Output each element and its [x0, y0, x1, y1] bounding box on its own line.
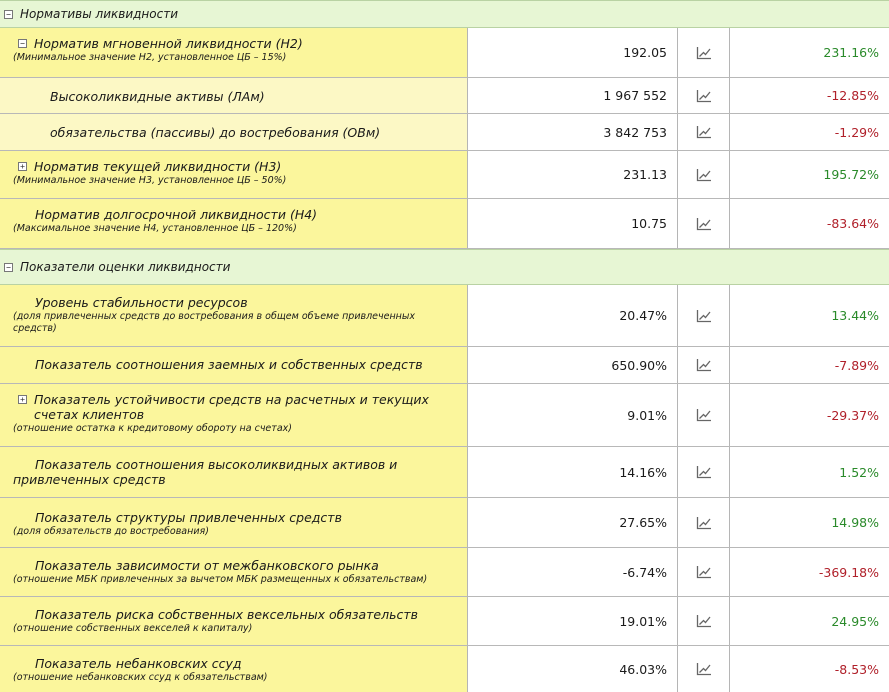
table-row: [0, 646, 889, 692]
chart-button[interactable]: [678, 347, 730, 383]
table-row: [0, 498, 889, 548]
expand-icon[interactable]: +: [18, 162, 27, 171]
row-label: [0, 199, 468, 248]
row-title: Показатель соотношения высоколиквидных активов и привлеченных средств: [13, 457, 398, 487]
section-title: Нормативы ликвидности: [20, 7, 178, 21]
chart-button[interactable]: [678, 199, 730, 248]
chart-button[interactable]: [678, 384, 730, 446]
row-title: Уровень стабильности ресурсов: [35, 295, 248, 310]
line-chart-icon: [696, 217, 712, 231]
row-label: [0, 78, 468, 113]
row-title: Показатель структуры привлеченных средств: [35, 510, 342, 525]
row-value: 14.16%: [468, 447, 678, 497]
line-chart-icon: [696, 168, 712, 182]
row-label: [0, 347, 468, 383]
row-title-text: Норматив текущей ликвидности (Н3): [34, 159, 282, 174]
row-title-text: Показатель устойчивости средств на расчетных и текущих счетах клиентов: [34, 392, 429, 422]
row-label: [0, 384, 468, 446]
line-chart-icon: [696, 358, 712, 372]
chart-button[interactable]: [678, 498, 730, 547]
row-title: [0, 36, 467, 51]
row-value: 650.90%: [468, 347, 678, 383]
chart-button[interactable]: [678, 285, 730, 346]
row-change: -7.89%: [730, 347, 889, 383]
row-label: [0, 114, 468, 150]
row-title: Показатель небанковских ссуд: [35, 656, 242, 671]
row-label: [0, 548, 468, 596]
section-label: [0, 260, 230, 274]
table-row: [0, 285, 889, 347]
row-value: 20.47%: [468, 285, 678, 346]
chart-button[interactable]: [678, 646, 730, 692]
row-change: 13.44%: [730, 285, 889, 346]
row-change: 1.52%: [730, 447, 889, 497]
line-chart-icon: [696, 465, 712, 479]
row-change: -1.29%: [730, 114, 889, 150]
row-value: 192.05: [468, 28, 678, 77]
table-row: [0, 548, 889, 597]
row-title: Показатель риска собственных вексельных обязательств: [35, 607, 418, 622]
row-title: Показатель соотношения заемных и собственных средств: [35, 357, 423, 372]
row-subtitle: (Минимальное значение Н2, установленное ЦБ – 15%): [13, 52, 287, 63]
row-subtitle: (доля обязательств до востребования): [13, 526, 209, 537]
row-subtitle: (отношение собственных векселей к капиталу): [13, 623, 253, 634]
chart-button[interactable]: [678, 28, 730, 77]
row-title: Показатель зависимости от межбанковского рынка: [35, 558, 379, 573]
line-chart-icon: [696, 614, 712, 628]
row-title: [0, 392, 467, 422]
row-value: 19.01%: [468, 597, 678, 645]
row-value: -6.74%: [468, 548, 678, 596]
row-subtitle: (отношение небанковских ссуд к обязательствам): [13, 672, 268, 683]
row-title: обязательства (пассивы) до востребования (ОВм): [50, 125, 381, 140]
row-label: [0, 498, 468, 547]
row-label: [0, 646, 468, 692]
section-liquidity-norms[interactable]: [0, 0, 889, 28]
row-label: [0, 447, 468, 497]
row-subtitle: (Максимальное значение Н4, установленное ЦБ – 120%): [13, 223, 297, 234]
table-row: [0, 199, 889, 249]
row-subtitle: (отношение МБК привлеченных за вычетом МБК размещенных к обязательствам): [13, 574, 428, 585]
chart-button[interactable]: [678, 151, 730, 198]
table-row: [0, 447, 889, 498]
chart-button[interactable]: [678, 548, 730, 596]
row-change: 195.72%: [730, 151, 889, 198]
line-chart-icon: [696, 125, 712, 139]
chart-button[interactable]: [678, 447, 730, 497]
chart-button[interactable]: [678, 114, 730, 150]
collapse-icon[interactable]: −: [4, 263, 13, 272]
table-row: [0, 347, 889, 384]
table-row: [0, 151, 889, 199]
row-value: 46.03%: [468, 646, 678, 692]
chart-button[interactable]: [678, 78, 730, 113]
row-change: 231.16%: [730, 28, 889, 77]
row-change: -8.53%: [730, 646, 889, 692]
row-title-text: Норматив мгновенной ликвидности (Н2): [34, 36, 303, 51]
row-label: [0, 28, 468, 77]
chart-button[interactable]: [678, 597, 730, 645]
table-row: [0, 114, 889, 151]
line-chart-icon: [696, 89, 712, 103]
row-change: 24.95%: [730, 597, 889, 645]
table-row: [0, 78, 889, 114]
line-chart-icon: [696, 516, 712, 530]
row-change: -29.37%: [730, 384, 889, 446]
table-row: [0, 384, 889, 447]
row-subtitle: (Минимальное значение Н3, установленное ЦБ – 50%): [13, 175, 287, 186]
row-value: 27.65%: [468, 498, 678, 547]
expand-icon[interactable]: +: [18, 395, 27, 404]
section-liquidity-indicators[interactable]: [0, 249, 889, 285]
row-subtitle: (доля привлеченных средств до востребования в общем объеме привлеченных средств): [13, 311, 416, 334]
row-value: 10.75: [468, 199, 678, 248]
collapse-icon[interactable]: −: [4, 10, 13, 19]
row-change: -369.18%: [730, 548, 889, 596]
row-change: -12.85%: [730, 78, 889, 113]
row-value: 231.13: [468, 151, 678, 198]
row-subtitle: (отношение остатка к кредитовому обороту на счетах): [13, 423, 292, 434]
row-change: 14.98%: [730, 498, 889, 547]
row-change: -83.64%: [730, 199, 889, 248]
row-label: [0, 285, 468, 346]
row-value: 9.01%: [468, 384, 678, 446]
row-title: [0, 159, 467, 174]
table-row: [0, 28, 889, 78]
line-chart-icon: [696, 565, 712, 579]
line-chart-icon: [696, 309, 712, 323]
collapse-icon[interactable]: −: [18, 39, 27, 48]
row-title: Норматив долгосрочной ликвидности (Н4): [35, 207, 318, 222]
line-chart-icon: [696, 46, 712, 60]
row-value: 3 842 753: [468, 114, 678, 150]
section-title: Показатели оценки ликвидности: [20, 260, 231, 274]
line-chart-icon: [696, 662, 712, 676]
line-chart-icon: [696, 408, 712, 422]
row-label: [0, 597, 468, 645]
table-row: [0, 597, 889, 646]
row-value: 1 967 552: [468, 78, 678, 113]
section-label: [0, 7, 178, 21]
row-label: [0, 151, 468, 198]
row-title: Высоколиквидные активы (ЛАм): [50, 89, 265, 104]
